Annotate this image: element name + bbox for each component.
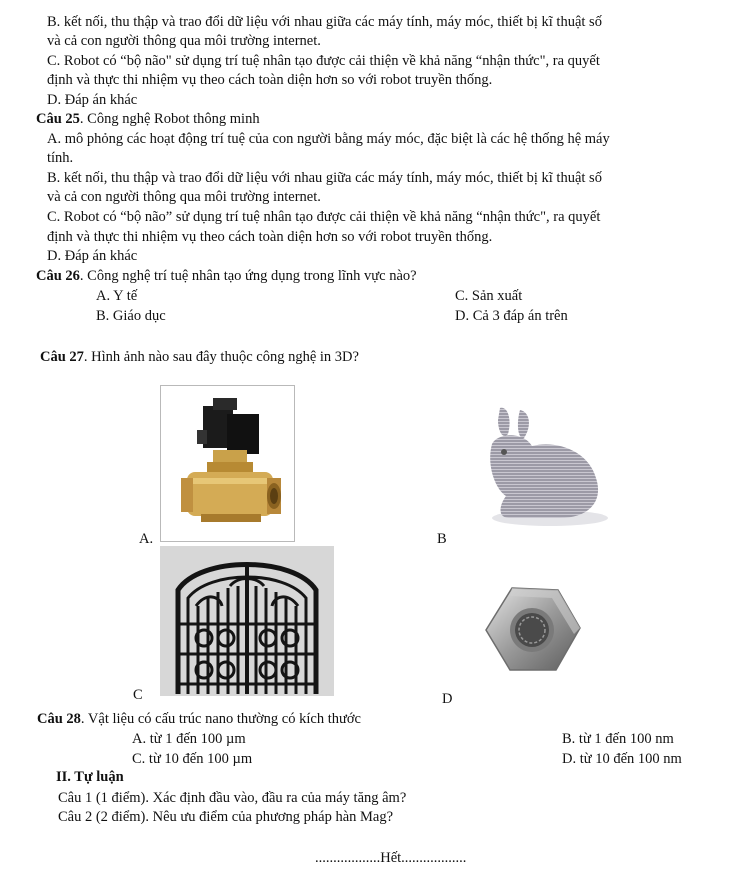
essay-heading: II. Tự luận	[56, 769, 124, 785]
image-d-label: D	[442, 691, 453, 707]
prev-option-b-line2: và cả con người thông qua môi trường internet.	[47, 33, 321, 49]
q26-option-c: C. Sản xuất	[455, 288, 523, 304]
prev-option-b-line1: B. kết nối, thu thập và trao đổi dữ liệu với nhau giữa các máy tính, máy móc, thiết bị kĩ thuật số	[47, 14, 602, 30]
q25-option-a-line1: A. mô phỏng các hoạt động trí tuệ của con người bằng máy móc, đặc biệt là các hệ thống hệ máy	[47, 131, 610, 147]
q26-option-a: A. Y tế	[96, 288, 138, 304]
q25-option-c-line1: C. Robot có “bộ não” sử dụng trí tuệ nhân tạo được cải thiện về khả năng “nhận thức", ra quyết	[47, 209, 601, 225]
solenoid-valve-icon	[161, 386, 294, 541]
q26-option-b: B. Giáo dục	[96, 308, 166, 324]
q25-option-b-line2: và cả con người thông qua môi trường internet.	[47, 189, 321, 205]
q26-option-d: D. Cả 3 đáp án trên	[455, 308, 568, 324]
image-d-hex-nut	[482, 584, 582, 676]
question-28-text: . Vật liệu có cấu trúc nano thường có kích thước	[80, 711, 361, 727]
prev-option-c-line1: C. Robot có “bộ não" sử dụng trí tuệ nhân tạo được cải thiện về khả năng “nhận thức", ra quyết	[47, 53, 600, 69]
q25-option-d: D. Đáp án khác	[47, 248, 138, 264]
question-25-label: Câu 25	[36, 111, 80, 127]
essay-question-2: Câu 2 (2 điểm). Nêu ưu điểm của phương pháp hàn Mag?	[58, 809, 394, 825]
image-a-solenoid-valve	[160, 385, 295, 542]
question-25-text: . Công nghệ Robot thông minh	[79, 111, 260, 127]
question-27	[40, 348, 359, 366]
question-27-text: . Hình ảnh nào sau đây thuộc công nghệ in 3D?	[83, 349, 359, 365]
q28-option-b: B. từ 1 đến 100 nm	[562, 731, 674, 747]
prev-option-d: D. Đáp án khác	[47, 92, 138, 108]
essay-question-1: Câu 1 (1 điểm). Xác định đầu vào, đầu ra của máy tăng âm?	[58, 790, 407, 806]
image-a-label: A.	[139, 531, 154, 547]
question-27-label: Câu 27	[40, 349, 84, 365]
question-26-text: . Công nghệ trí tuệ nhân tạo ứng dụng trong lĩnh vực nào?	[79, 268, 417, 284]
question-26	[36, 267, 417, 285]
q28-option-a: A. từ 1 đến 100 µm	[132, 731, 246, 747]
end-marker: ..................Hết..................	[315, 850, 467, 866]
image-b-3d-bunny	[440, 400, 612, 528]
question-28-label: Câu 28	[37, 711, 81, 727]
question-26-label: Câu 26	[36, 268, 80, 284]
iron-gate-icon	[160, 546, 334, 696]
question-25	[36, 110, 260, 128]
prev-option-c-line2: định và thực thi nhiệm vụ theo cách toàn diện hơn so với robot truyền thống.	[47, 72, 493, 88]
q28-option-c: C. từ 10 đến 100 µm	[132, 751, 253, 767]
q25-option-a-line2: tính.	[47, 150, 74, 166]
image-c-label: C	[133, 687, 143, 703]
image-c-iron-gate	[160, 546, 334, 696]
question-28	[37, 710, 361, 728]
image-b-label: B	[437, 531, 447, 547]
q25-option-c-line2: định và thực thi nhiệm vụ theo cách toàn diện hơn so với robot truyền thống.	[47, 229, 493, 245]
q25-option-b-line1: B. kết nối, thu thập và trao đổi dữ liệu với nhau giữa các máy tính, máy móc, thiết bị kĩ thuật số	[47, 170, 602, 186]
q28-option-d: D. từ 10 đến 100 nm	[562, 751, 682, 767]
3d-printed-bunny-icon	[440, 400, 612, 528]
hex-nut-icon	[482, 584, 582, 676]
